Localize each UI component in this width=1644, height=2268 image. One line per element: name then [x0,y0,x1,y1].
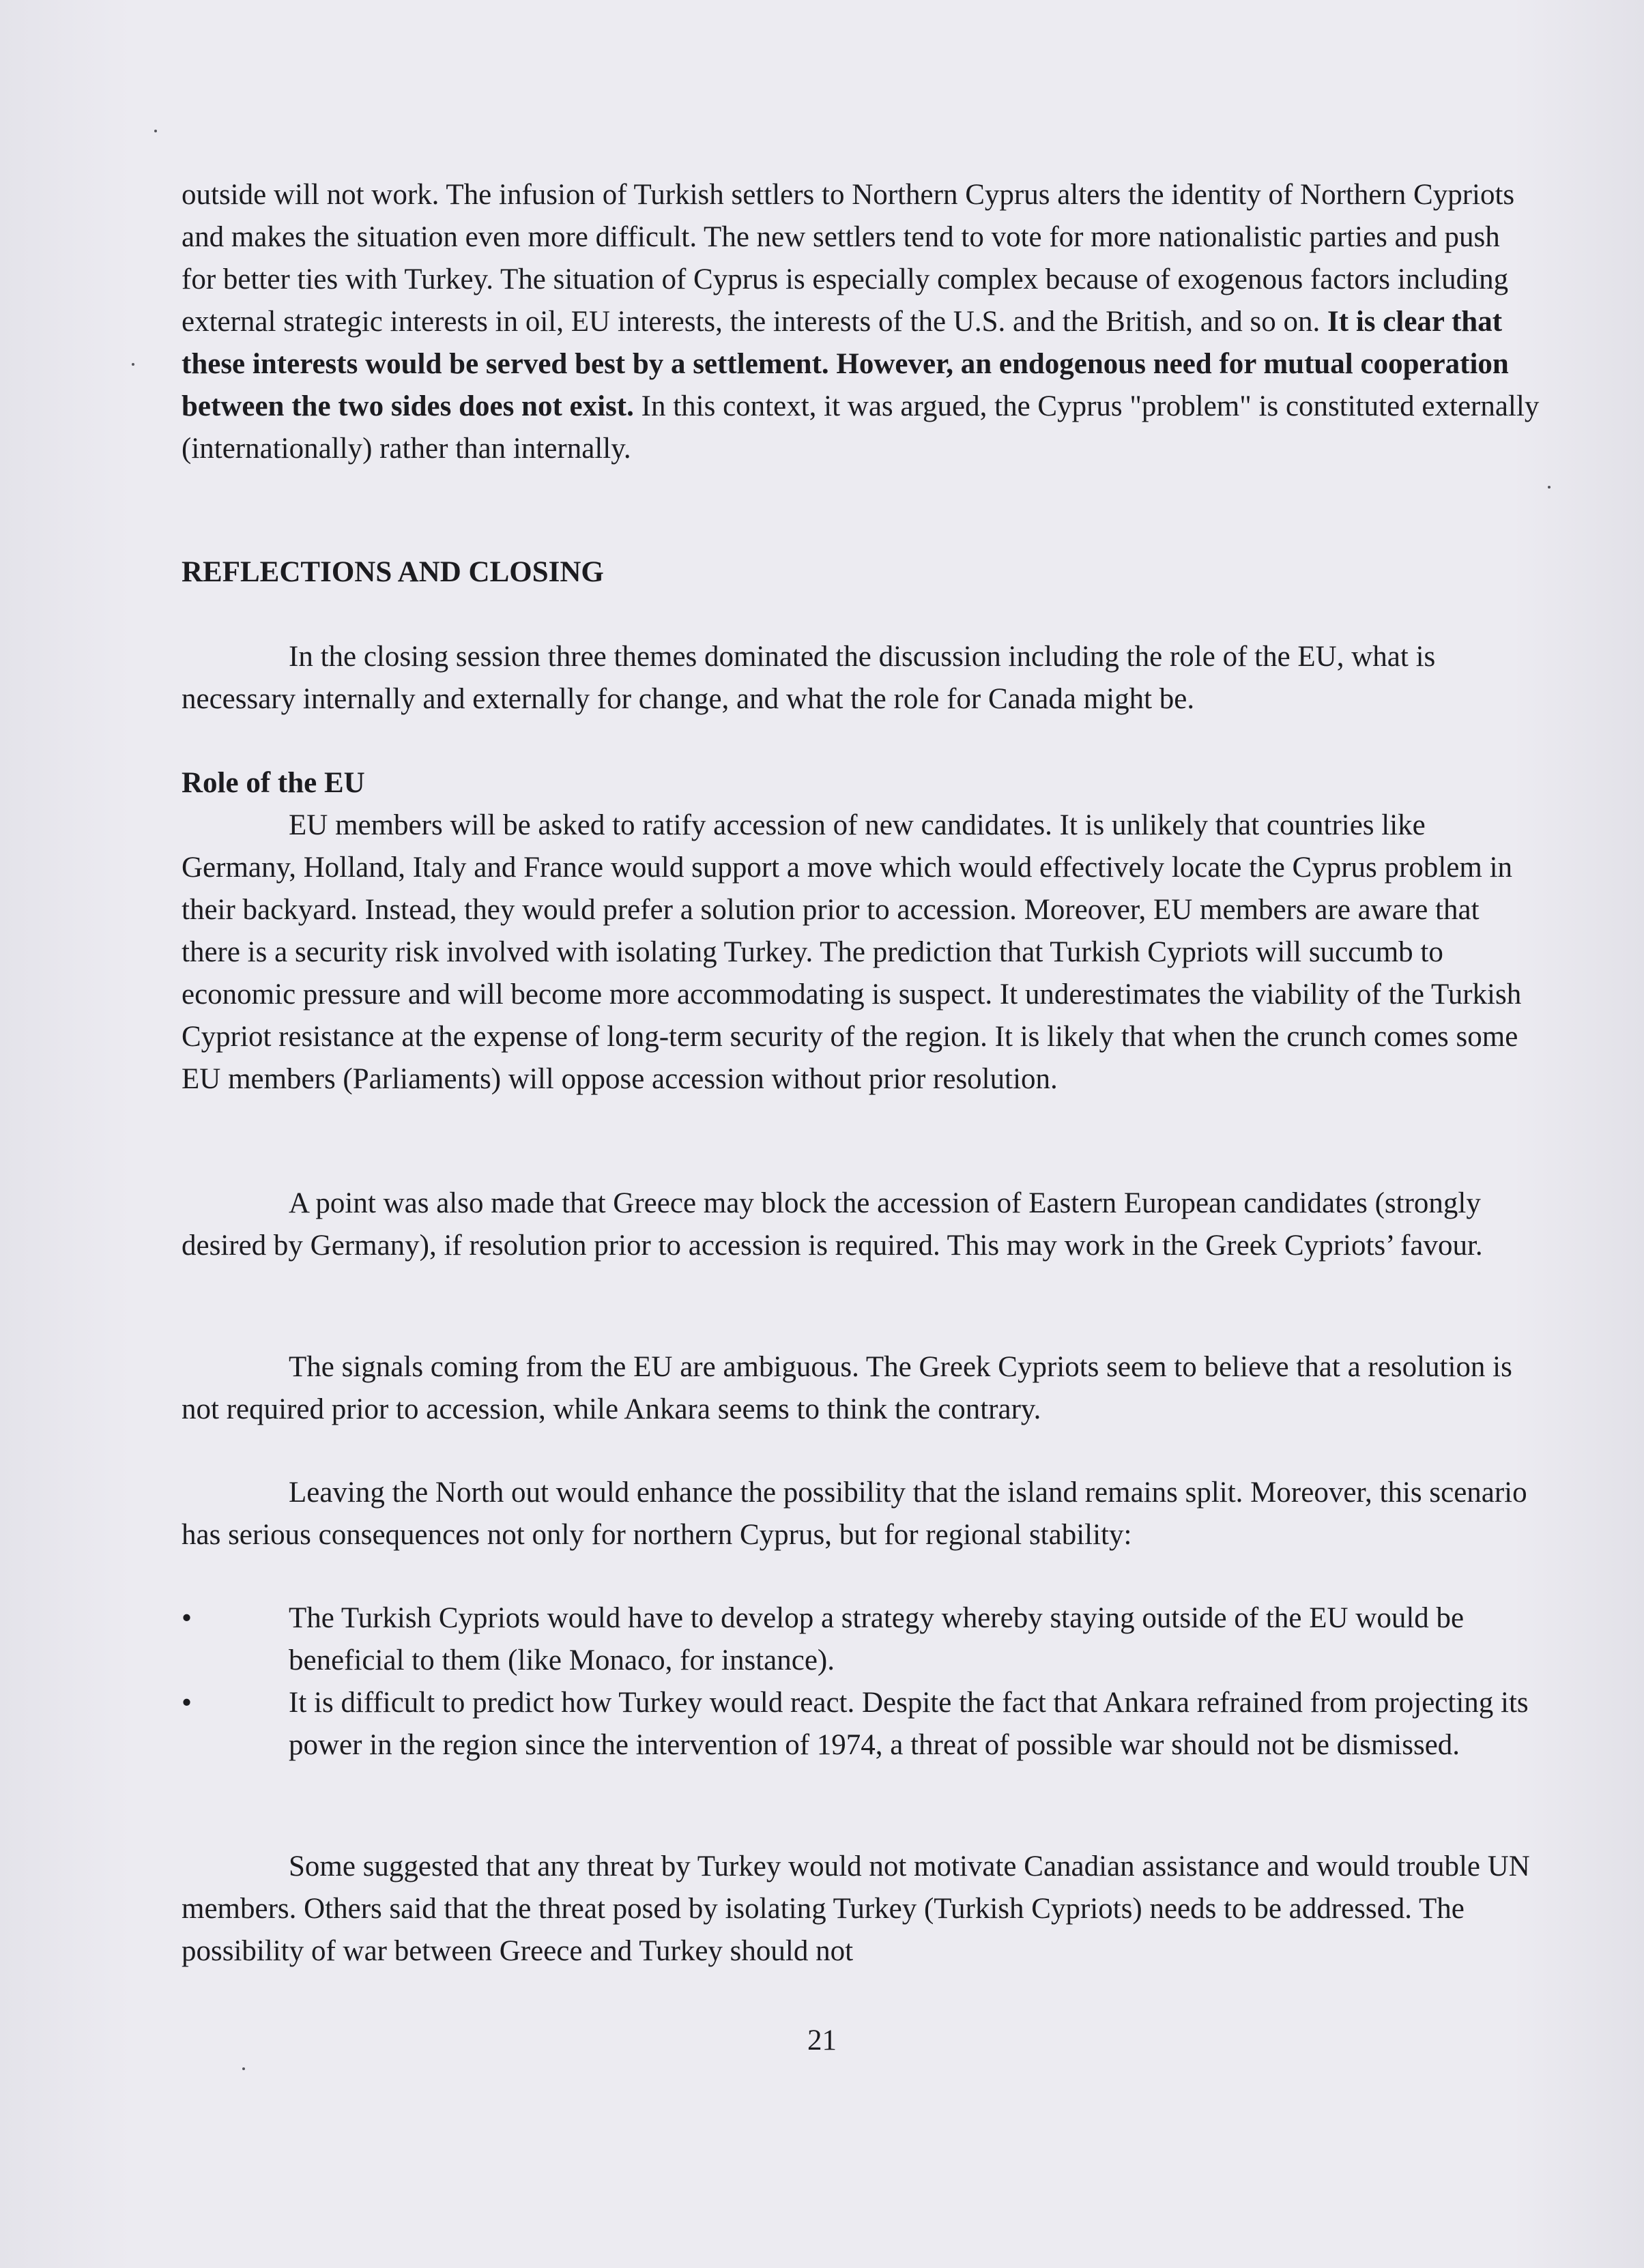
paragraph-closing-session [182,636,1540,721]
paragraph-text-plain: outside will not work. The infusion of Turkish settlers to Northern Cyprus alters the identity of Northern Cypriots and makes the situation even more difficult. The new settlers tend to vote for more nationalistic parties and push for better ties with Turkey. The situation of Cyprus is especially complex because of exogenous factors including external strategic interests in oil, EU interests, the interests of the U.S. and the British, and so on. [182,179,1515,338]
bullet-icon: • [182,1687,192,1719]
paragraph-text: The signals coming from the EU are ambiguous. The Greek Cypriots seem to believe that a resolution is not required prior to accession, while Ankara seems to think the contrary. [182,1351,1512,1425]
paragraph-threat [182,1846,1540,1973]
paragraph-text-plain-end: In this context, it was argued, the Cyprus "problem" is constituted externally (internationally) rather than internally. [182,390,1540,465]
scan-speck [242,2067,245,2070]
paragraph-text: A point was also made that Greece may block the accession of Eastern European candidates (strongly desired by Germany), if resolution prior to accession is required. This may work in the Greek Cypriots’ favour. [182,1187,1483,1262]
section-heading: REFLECTIONS AND CLOSING [182,556,604,588]
page-number: 21 [807,2024,837,2056]
paragraph-leaving-north [182,1472,1540,1556]
paragraph-greece-block [182,1182,1540,1267]
scan-speck [154,130,157,132]
scan-speck [132,363,134,366]
paragraph-signals [182,1346,1540,1431]
list-item-text: The Turkish Cypriots would have to develop a strategy whereby staying outside of the EU would be beneficial to them (like Monaco, for instance). [289,1602,1465,1676]
list-item [182,1597,1540,1682]
list-item [182,1682,1540,1767]
subheading-role-of-eu: Role of the EU [182,767,365,799]
paragraph-text: EU members will be asked to ratify accession of new candidates. It is unlikely that countries like Germany, Holland, Italy and France would support a move which would effectively locate the Cyprus problem in their backyard. Instead, they would prefer a solution prior to accession. Moreover, EU members are aware that there is a security risk involved with isolating Turkey. The prediction that Turkish Cypriots will succumb to economic pressure and will become more accommodating is suspect. It underestimates the viability of the Turkish Cypriot resistance at the expense of long-term security of the region. It is likely that when the crunch comes some EU members (Parliaments) will oppose accession without prior resolution. [182,809,1522,1095]
paragraph-text-bold: It is clear that these interests would be served best by a settlement. However, an endogenous need for mutual cooperation between the two sides does not exist. [182,306,1509,422]
paragraph-text: Leaving the North out would enhance the possibility that the island remains split. Moreover, this scenario has serious consequences not only for northern Cyprus, but for regional stability: [182,1477,1527,1551]
bullet-list [182,1597,1540,1767]
paragraph-settlers [182,174,1540,470]
paragraph-text [182,174,1540,470]
paragraph-text: Some suggested that any threat by Turkey would not motivate Canadian assistance and would trouble UN members. Others said that the threat posed by isolating Turkey (Turkish Cypriots) needs to be addressed. The possibility of war between Greece and Turkey should not [182,1850,1530,1967]
list-item-text: It is difficult to predict how Turkey would react. Despite the fact that Ankara refrained from projecting its power in the region since the intervention of 1974, a threat of possible war should not be dismissed. [289,1687,1529,1761]
paragraph-text: In the closing session three themes dominated the discussion including the role of the EU, what is necessary internally and externally for change, and what the role for Canada might be. [182,641,1436,715]
scan-speck [1548,486,1551,489]
bullet-icon: • [182,1602,192,1634]
paragraph-eu-members [182,804,1540,1101]
